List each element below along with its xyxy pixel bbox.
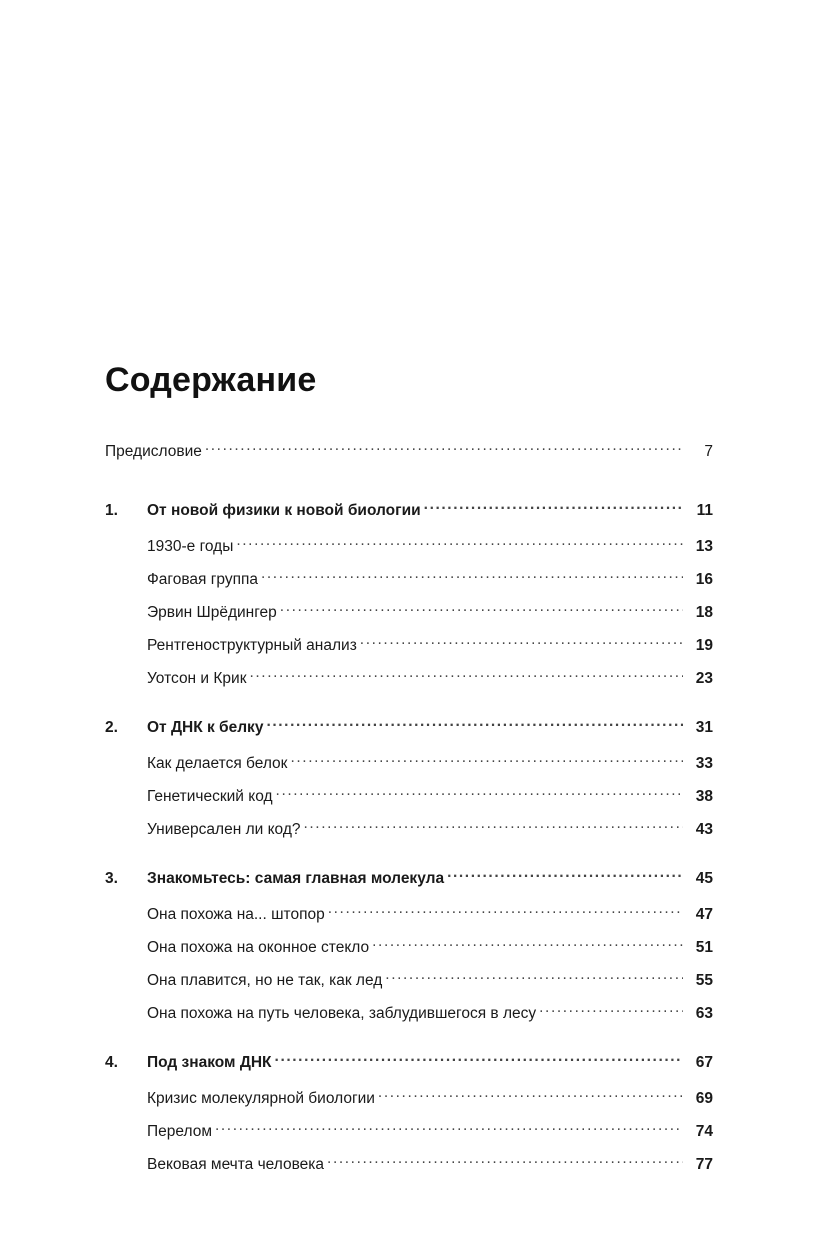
toc-entry-page: 7: [704, 442, 713, 460]
toc-section-label: Генетический код: [147, 787, 273, 805]
dot-leader: [280, 601, 683, 617]
dot-leader: [266, 716, 683, 732]
toc-chapter-number: 4.: [105, 1053, 118, 1071]
toc-section-page: 16: [695, 570, 713, 588]
toc-section-row[interactable]: [105, 601, 713, 620]
toc-chapter-label: Знакомьтесь: самая главная молекула: [147, 869, 445, 887]
dot-leader: [372, 936, 683, 952]
dot-leader: [327, 1153, 683, 1169]
dot-leader: [303, 818, 683, 834]
toc-section-row[interactable]: [105, 752, 713, 771]
toc-chapter-page: 67: [695, 1053, 713, 1071]
toc-section-page: 33: [695, 754, 713, 772]
toc-section-page: 19: [695, 636, 713, 654]
toc-section-label: Она похожа на... штопор: [147, 905, 325, 923]
dot-leader: [424, 499, 683, 515]
toc-section-row[interactable]: [105, 634, 713, 653]
toc-section-row[interactable]: [105, 568, 713, 587]
dot-leader: [360, 634, 683, 650]
toc-section-page: 55: [695, 971, 713, 989]
toc-section-label: 1930-е годы: [147, 537, 234, 555]
toc-section-page: 51: [695, 938, 713, 956]
toc-section-page: 69: [695, 1089, 713, 1107]
dot-leader: [249, 667, 683, 683]
toc-section-label: Она похожа на оконное стекло: [147, 938, 370, 956]
toc-chapter-group: [105, 1051, 713, 1172]
toc-chapter-page: 31: [695, 718, 713, 736]
toc-section-label: Вековая мечта человека: [147, 1155, 325, 1173]
dot-leader: [328, 903, 683, 919]
toc-section-label: Рентгеноструктурный анализ: [147, 636, 357, 654]
dot-leader: [236, 535, 683, 551]
toc-chapter-number: 1.: [105, 501, 118, 519]
dot-leader: [539, 1002, 683, 1018]
dot-leader: [215, 1120, 683, 1136]
toc-section-page: 38: [695, 787, 713, 805]
toc-section-label: Она плавится, но не так, как лед: [147, 971, 383, 989]
toc-section-row[interactable]: [105, 818, 713, 837]
dot-leader: [205, 440, 683, 456]
toc-chapter-group: [105, 716, 713, 837]
toc-chapter-row[interactable]: [105, 716, 713, 735]
toc-chapter-label: От новой физики к новой биологии: [147, 501, 421, 519]
toc-section-page: 18: [695, 603, 713, 621]
toc-section-row[interactable]: [105, 936, 713, 955]
toc-chapter-row[interactable]: [105, 867, 713, 886]
toc-section-page: 43: [695, 820, 713, 838]
toc-section-row[interactable]: [105, 1153, 713, 1172]
toc-chapter-row[interactable]: [105, 499, 713, 518]
toc-section-label: Как делается белок: [147, 754, 288, 772]
toc-chapter-label: Под знаком ДНК: [147, 1053, 272, 1071]
toc-section-page: 77: [695, 1155, 713, 1173]
toc-section-label: Она похожа на путь человека, заблудившегося в лесу: [147, 1004, 537, 1022]
toc-chapter-number: 3.: [105, 869, 118, 887]
toc-section-row[interactable]: [105, 1002, 713, 1021]
toc-section-row[interactable]: [105, 785, 713, 804]
toc-section-row[interactable]: [105, 969, 713, 988]
toc-section-row[interactable]: [105, 667, 713, 686]
toc-entry-preface[interactable]: [105, 440, 713, 459]
toc-section-label: Перелом: [147, 1122, 212, 1140]
dot-leader: [276, 785, 683, 801]
toc-chapter-group: [105, 867, 713, 1021]
page-title: Содержание: [105, 360, 317, 399]
toc-chapter-page: 11: [696, 501, 713, 519]
dot-leader: [378, 1087, 683, 1103]
dot-leader: [385, 969, 683, 985]
toc-section-row[interactable]: [105, 1120, 713, 1139]
toc-section-label: Эрвин Шрёдингер: [147, 603, 277, 621]
toc-section-page: 23: [695, 669, 713, 687]
toc-section-label: Фаговая группа: [147, 570, 258, 588]
toc-section-page: 13: [695, 537, 713, 555]
toc-section-row[interactable]: [105, 535, 713, 554]
toc-section-page: 63: [695, 1004, 713, 1022]
toc-chapter-number: 2.: [105, 718, 118, 736]
toc-section-label: Уотсон и Крик: [147, 669, 247, 687]
toc-section-page: 47: [695, 905, 713, 923]
dot-leader: [290, 752, 683, 768]
toc-chapter-group: [105, 499, 713, 686]
toc-entry-label: Предисловие: [105, 442, 202, 460]
dot-leader: [447, 867, 683, 883]
toc-chapter-page: 45: [695, 869, 713, 887]
dot-leader: [275, 1051, 683, 1067]
toc-section-label: Кризис молекулярной биологии: [147, 1089, 375, 1107]
toc-chapter-row[interactable]: [105, 1051, 713, 1070]
toc-chapter-label: От ДНК к белку: [147, 718, 264, 736]
dot-leader: [261, 568, 683, 584]
toc-section-page: 74: [695, 1122, 713, 1140]
toc-section-row[interactable]: [105, 903, 713, 922]
toc-section-row[interactable]: [105, 1087, 713, 1106]
toc-section-label: Универсален ли код?: [147, 820, 301, 838]
table-of-contents: [105, 440, 713, 1172]
